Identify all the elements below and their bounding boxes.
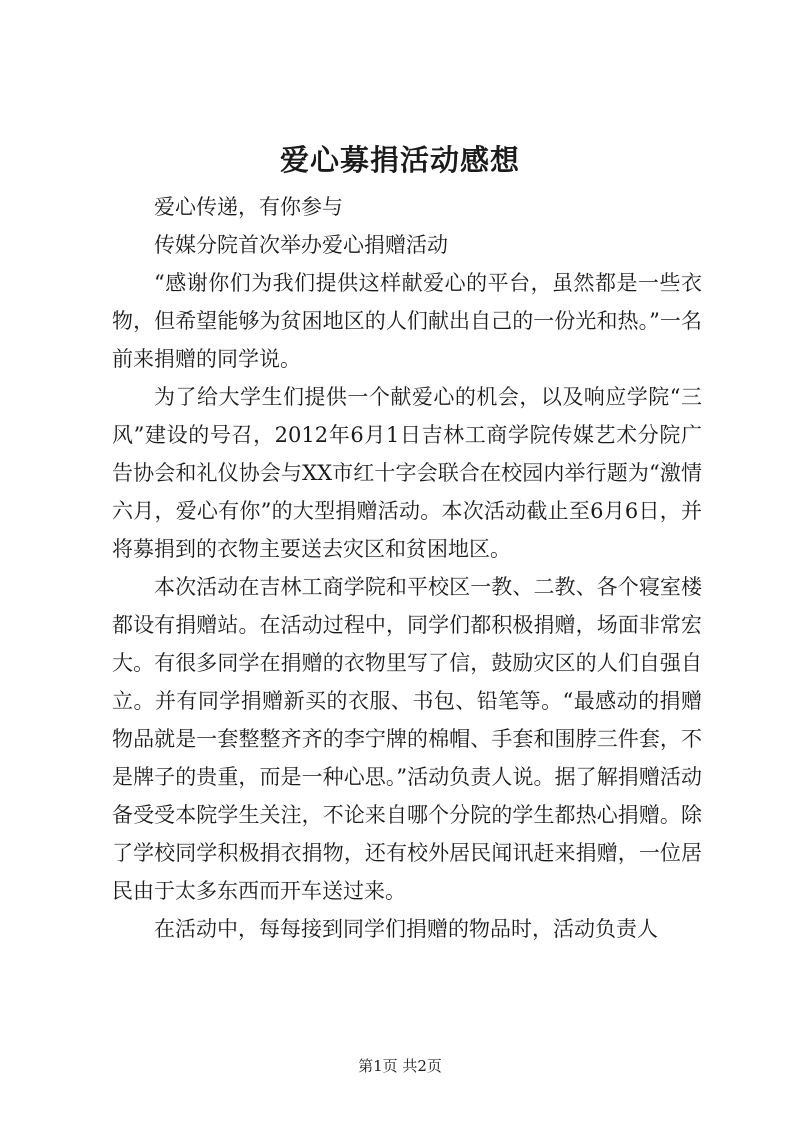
- paragraph-subtitle-1: 爱心传递，有你参与: [154, 195, 343, 219]
- paragraph-subtitle-2: 传媒分院首次举办爱心捐赠活动: [154, 233, 448, 257]
- paragraph-continuation: 在活动中，每每接到同学们捐赠的物品时，活动负责人: [154, 917, 658, 941]
- paragraph-quote: “感谢你们为我们提供这样献爱心的平台，虽然都是一些衣物，但希望能够为贫困地区的人们献出自己的一份光和热。”一名前来捐赠的同学说。: [112, 271, 702, 371]
- paragraph-event-intro: 为了给大学生们提供一个献爱心的机会，以及响应学院“三风”建设的号召，2012年6月1日吉林工商学院传媒艺术分院广告协会和礼仪协会与XX市红十字会联合在校园内举行题为“激情六月，爱心有你”的大型捐赠活动。本次活动截止至6月6日，并将募捐到的衣物主要送去灾区和贫困地区。: [112, 385, 702, 561]
- document-title: 爱心募捐活动感想: [279, 143, 520, 177]
- paragraph-event-details: 本次活动在吉林工商学院和平校区一教、二教、各个寝室楼都设有捐赠站。在活动过程中，同学们都积极捐赠，场面非常宏大。有很多同学在捐赠的衣物里写了信，鼓励灾区的人们自强自立。并有同学捐赠新买的衣服、书包、铅笔等。“最感动的捐赠物品就是一套整整齐齐的李宁牌的棉帽、手套和围脖三件套，不是牌子的贵重，而是一种心思。”活动负责人说。据了解捐赠活动备受受本院学生关注，不论来自哪个分院的学生都热心捐赠。除了学校同学积极捐衣捐物，还有校外居民闻讯赶来捐赠，一位居民由于太多东西而开车送过来。: [112, 575, 702, 903]
- page-number-footer: 第1页 共2页: [358, 1057, 442, 1075]
- document-body: [112, 188, 702, 948]
